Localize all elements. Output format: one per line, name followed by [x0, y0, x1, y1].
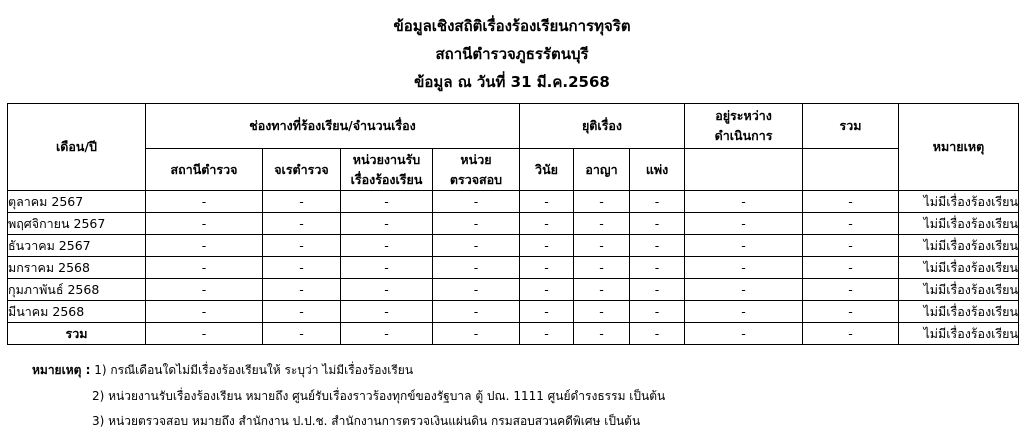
header-receiving-unit-line1: หน่วยงานรับ — [352, 151, 421, 167]
station-name: สถานีตำรวจภูธรรัตนบุรี — [435, 45, 589, 63]
footnote-label: หมายเหตุ : — [32, 363, 91, 377]
total-total: - — [803, 323, 899, 345]
cell-in-progress: - — [685, 191, 803, 213]
cell-total: - — [803, 191, 899, 213]
row-month: มกราคม 2568 — [8, 257, 146, 279]
total-inspector: - — [263, 323, 341, 345]
cell-receiving-unit: - — [341, 257, 433, 279]
footnote-item-1: 1) กรณีเดือนใดไม่มีเรื่องร้องเรียนให้ ระบุว่า ไม่มีเรื่องร้องเรียน — [94, 363, 414, 377]
header-in-progress-line1: อยู่ระหว่าง — [715, 108, 772, 123]
header-receiving-unit — [341, 149, 433, 191]
cell-receiving-unit: - — [341, 301, 433, 323]
cell-station: - — [146, 279, 263, 301]
cell-inspector: - — [263, 279, 341, 301]
cell-criminal: - — [574, 301, 630, 323]
header-month: เดือน/ปี — [8, 104, 146, 191]
cell-audit-unit: - — [433, 235, 520, 257]
header-audit-unit — [433, 149, 520, 191]
total-station: - — [146, 323, 263, 345]
cell-receiving-unit: - — [341, 213, 433, 235]
cell-inspector: - — [263, 191, 341, 213]
cell-discipline: - — [520, 191, 574, 213]
cell-criminal: - — [574, 235, 630, 257]
header-in-progress-blank — [685, 149, 803, 191]
cell-station: - — [146, 213, 263, 235]
cell-civil: - — [630, 301, 685, 323]
cell-audit-unit: - — [433, 257, 520, 279]
footnote-item-2: 2) หน่วยงานรับเรื่องร้องเรียน หมายถึง ศูนย์รับเรื่องราวร้องทุกข์ของรัฐบาล ตู้ ปณ. 1111 ศูนย์ดำรงธรรม เป็นต้น — [92, 389, 666, 403]
total-civil: - — [630, 323, 685, 345]
cell-in-progress: - — [685, 301, 803, 323]
cell-in-progress: - — [685, 213, 803, 235]
table-row — [8, 191, 1019, 213]
total-discipline: - — [520, 323, 574, 345]
cell-station: - — [146, 257, 263, 279]
footnote-item-3: 3) หน่วยตรวจสอบ หมายถึง สำนักงาน ป.ป.ช. สำนักงานการตรวจเงินแผ่นดิน กรมสอบสวนคดีพิเศษ เป็นต้น — [92, 414, 641, 428]
table-row — [8, 279, 1019, 301]
cell-note: ไม่มีเรื่องร้องเรียน — [899, 191, 1019, 213]
total-label: รวม — [8, 323, 146, 345]
cell-civil: - — [630, 191, 685, 213]
cell-criminal: - — [574, 257, 630, 279]
cell-station: - — [146, 235, 263, 257]
cell-note: ไม่มีเรื่องร้องเรียน — [899, 257, 1019, 279]
data-as-of-date: ข้อมูล ณ วันที่ 31 มี.ค.2568 — [414, 73, 610, 91]
table-row — [8, 301, 1019, 323]
cell-receiving-unit: - — [341, 191, 433, 213]
cell-in-progress: - — [685, 279, 803, 301]
row-month: ตุลาคม 2567 — [8, 191, 146, 213]
cell-inspector: - — [263, 301, 341, 323]
cell-criminal: - — [574, 191, 630, 213]
cell-audit-unit: - — [433, 279, 520, 301]
cell-civil: - — [630, 235, 685, 257]
header-audit-unit-line2: ตรวจสอบ — [449, 171, 503, 187]
header-criminal: อาญา — [574, 149, 630, 191]
header-total-blank — [803, 149, 899, 191]
header-in-progress — [685, 104, 803, 149]
cell-in-progress: - — [685, 257, 803, 279]
row-month: มีนาคม 2568 — [8, 301, 146, 323]
total-receiving-unit: - — [341, 323, 433, 345]
header-in-progress-line2: ดำเนินการ — [714, 128, 773, 143]
row-month: กุมภาพันธ์ 2568 — [8, 279, 146, 301]
cell-discipline: - — [520, 235, 574, 257]
row-month: ธันวาคม 2567 — [8, 235, 146, 257]
cell-criminal: - — [574, 279, 630, 301]
cell-civil: - — [630, 257, 685, 279]
header-discipline: วินัย — [520, 149, 574, 191]
cell-audit-unit: - — [433, 191, 520, 213]
cell-note: ไม่มีเรื่องร้องเรียน — [899, 213, 1019, 235]
header-closed: ยุติเรื่อง — [520, 104, 685, 149]
table-total-row — [8, 323, 1019, 345]
cell-total: - — [803, 279, 899, 301]
cell-note: ไม่มีเรื่องร้องเรียน — [899, 235, 1019, 257]
total-in-progress: - — [685, 323, 803, 345]
footnote-row-1 — [32, 361, 413, 380]
header-civil: แพ่ง — [630, 149, 685, 191]
cell-civil: - — [630, 279, 685, 301]
report-titles — [0, 12, 1024, 96]
cell-inspector: - — [263, 213, 341, 235]
report-title: ข้อมูลเชิงสถิติเรื่องร้องเรียนการทุจริต — [393, 17, 631, 35]
cell-total: - — [803, 213, 899, 235]
cell-inspector: - — [263, 257, 341, 279]
cell-discipline: - — [520, 257, 574, 279]
cell-criminal: - — [574, 213, 630, 235]
header-notes: หมายเหตุ — [899, 104, 1019, 191]
total-audit-unit: - — [433, 323, 520, 345]
cell-in-progress: - — [685, 235, 803, 257]
complaint-statistics-table — [7, 103, 1019, 345]
cell-receiving-unit: - — [341, 235, 433, 257]
header-police-inspector: จเรตำรวจ — [263, 149, 341, 191]
cell-discipline: - — [520, 279, 574, 301]
cell-audit-unit: - — [433, 301, 520, 323]
cell-discipline: - — [520, 213, 574, 235]
header-police-station: สถานีตำรวจ — [146, 149, 263, 191]
table-row — [8, 257, 1019, 279]
row-month: พฤศจิกายน 2567 — [8, 213, 146, 235]
table-row — [8, 213, 1019, 235]
total-note: ไม่มีเรื่องร้องเรียน — [899, 323, 1019, 345]
header-receiving-unit-line2: เรื่องร้องเรียน — [350, 171, 423, 187]
table-row — [8, 235, 1019, 257]
cell-receiving-unit: - — [341, 279, 433, 301]
cell-station: - — [146, 301, 263, 323]
cell-note: ไม่มีเรื่องร้องเรียน — [899, 301, 1019, 323]
cell-audit-unit: - — [433, 213, 520, 235]
cell-discipline: - — [520, 301, 574, 323]
header-complaint-channels: ช่องทางที่ร้องเรียน/จำนวนเรื่อง — [146, 104, 520, 149]
header-total: รวม — [803, 104, 899, 149]
cell-total: - — [803, 257, 899, 279]
cell-inspector: - — [263, 235, 341, 257]
header-audit-unit-line1: หน่วย — [460, 151, 492, 167]
cell-total: - — [803, 235, 899, 257]
cell-station: - — [146, 191, 263, 213]
total-criminal: - — [574, 323, 630, 345]
cell-total: - — [803, 301, 899, 323]
cell-note: ไม่มีเรื่องร้องเรียน — [899, 279, 1019, 301]
cell-civil: - — [630, 213, 685, 235]
